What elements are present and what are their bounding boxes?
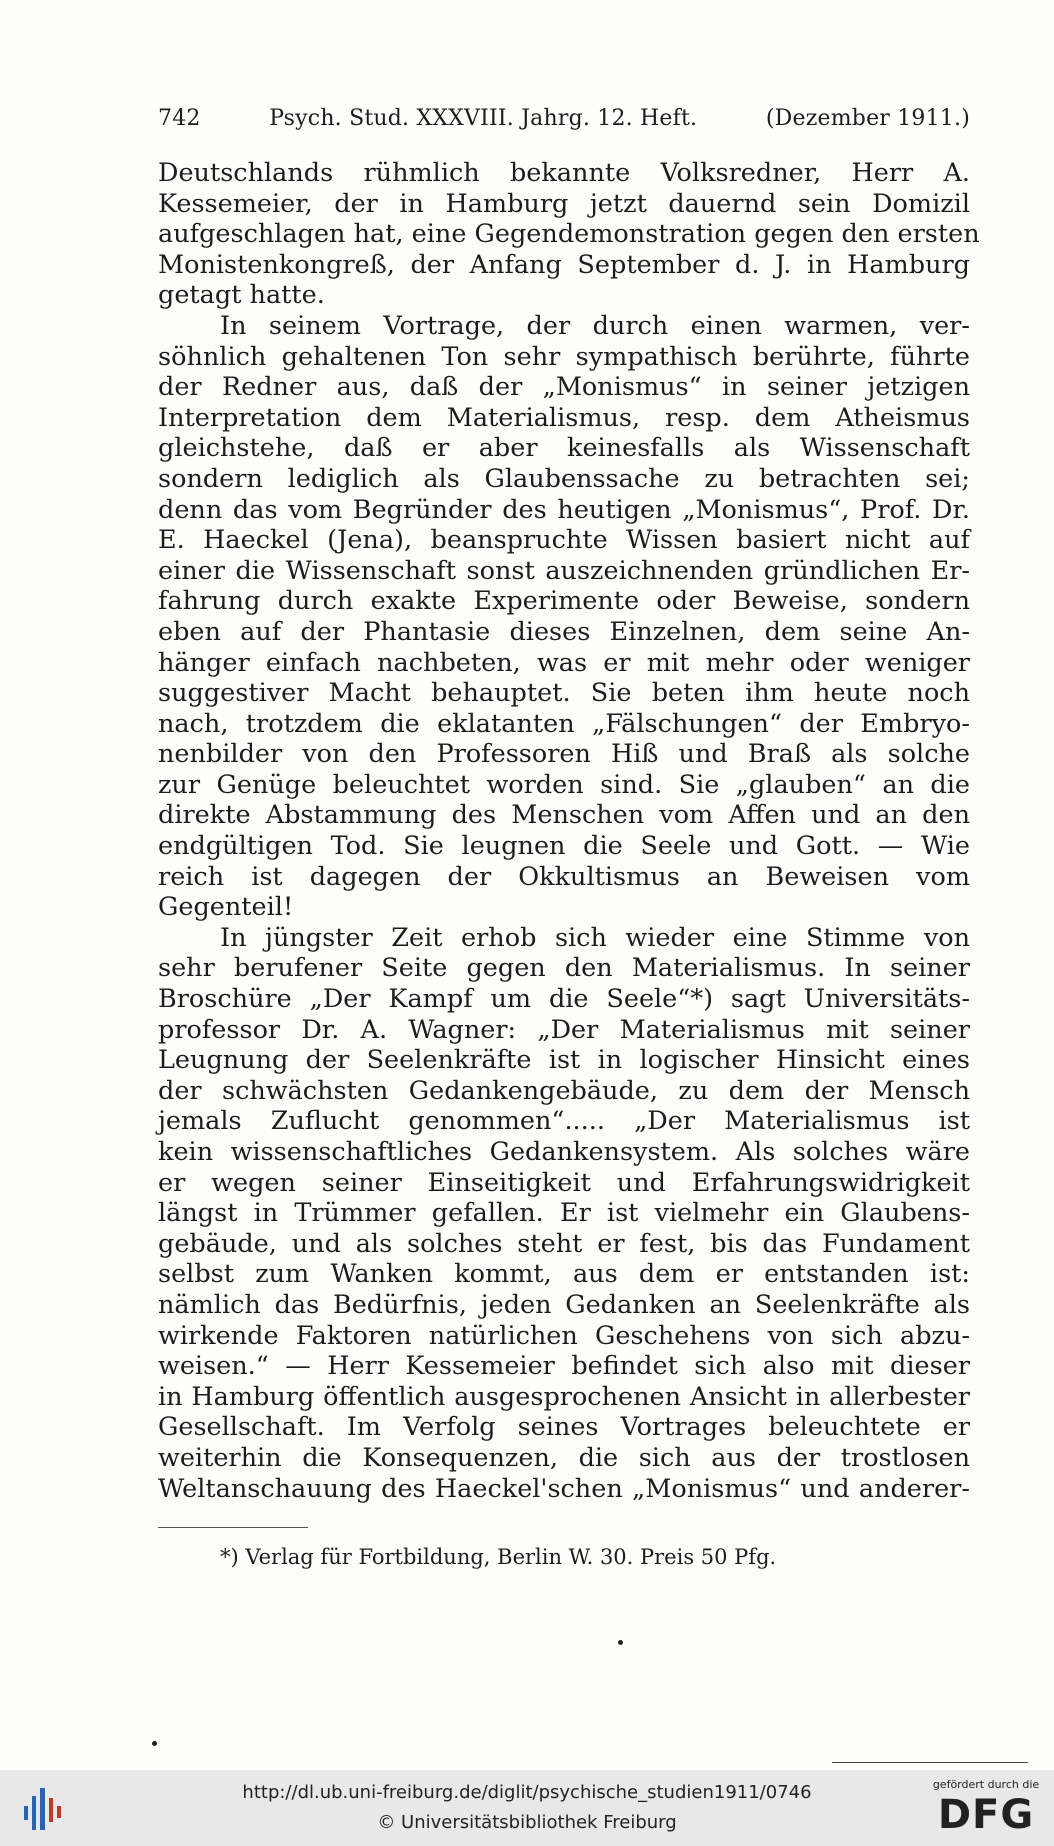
- text-line: wirkende Faktoren natürlichen Geschehens von sich abzu-: [158, 1320, 970, 1351]
- footer-url[interactable]: http://dl.ub.uni-freiburg.de/diglit/psychische_studien1911/0746: [242, 1782, 812, 1803]
- journal-title: Psych. Stud. XXXVIII. Jahrg. 12. Heft.: [269, 106, 698, 131]
- text-line: gebäude, und als solches steht er fest, bis das Fundament: [158, 1228, 970, 1259]
- speck-mark: [152, 1741, 157, 1746]
- issue-date: (Dezember 1911.): [765, 106, 970, 131]
- text-line: denn das vom Begründer des heutigen „Monismus“, Prof. Dr.: [158, 494, 970, 525]
- footnote-rule: [158, 1527, 308, 1528]
- text-line: Deutschlands rühmlich bekannte Volksredner, Herr A.: [158, 158, 970, 188]
- text-line: sehr berufener Seite gegen den Materialismus. In seiner: [158, 953, 970, 984]
- text-line: selbst zum Wanken kommt, aus dem er entstanden ist:: [158, 1259, 970, 1290]
- text-line: fahrung durch exakte Experimente oder Beweise, sondern: [158, 586, 970, 617]
- footer-copyright: © Universitätsbibliothek Freiburg: [377, 1812, 677, 1833]
- footer-bar: [0, 1770, 1054, 1846]
- text-line: kein wissenschaftliches Gedankensystem. Als solches wäre: [158, 1137, 970, 1167]
- dfg-logo: [930, 1778, 1042, 1842]
- text-line: gleichstehe, daß er aber keinesfalls als Wissenschaft: [158, 433, 970, 464]
- text-line: Broschüre „Der Kampf um die Seele“*) sagt Universitäts-: [158, 984, 970, 1015]
- text-line: einer die Wissenschaft sonst auszeichnenden gründlichen Er-: [158, 555, 970, 586]
- running-header: [158, 106, 970, 131]
- text-line: der schwächsten Gedankengebäude, zu dem der Mensch: [158, 1075, 970, 1106]
- dfg-wordmark: DFG: [937, 1792, 1035, 1838]
- text-line: endgültigen Tod. Sie leugnen die Seele und Gott. — Wie: [158, 831, 970, 862]
- text-line: Gesellschaft. Im Verfolg seines Vortrages beleuchtete er: [158, 1412, 970, 1443]
- edge-rule: [832, 1762, 1028, 1763]
- dfg-tagline: gefördert durch die: [932, 1778, 1040, 1791]
- text-line: weisen.“ — Herr Kessemeier befindet sich also mit dieser: [158, 1351, 970, 1382]
- text-line: Weltanschauung des Haeckel'schen „Monismus“ und anderer-: [158, 1473, 970, 1504]
- text-line: direkte Abstammung des Menschen vom Affen und an den: [158, 800, 970, 831]
- text-line: der Redner aus, daß der „Monismus“ in seiner jetzigen: [158, 372, 970, 403]
- text-line: getagt hatte.: [158, 280, 325, 311]
- text-line: aufgeschlagen hat, eine Gegendemonstration gegen den ersten: [158, 219, 980, 250]
- speck-mark: [618, 1640, 623, 1645]
- footnote: *) Verlag für Fortbildung, Berlin W. 30. Preis 50 Pfg.: [220, 1545, 777, 1569]
- text-line: Kessemeier, der in Hamburg jetzt dauernd sein Domizil: [158, 188, 970, 219]
- text-line: er wegen seiner Einseitigkeit und Erfahrungswidrigkeit: [158, 1167, 970, 1198]
- text-line: sondern lediglich als Glaubenssache zu betrachten sei;: [158, 463, 970, 494]
- text-line: suggestiver Macht behauptet. Sie beten ihm heute noch: [158, 678, 970, 709]
- text-line: nenbilder von den Professoren Hiß und Braß als solche: [158, 739, 970, 770]
- text-line: In jüngster Zeit erhob sich wieder eine Stimme von: [220, 922, 970, 953]
- text-line: zur Genüge beleuchtet worden sind. Sie „glauben“ an die: [158, 769, 970, 800]
- text-line: hänger einfach nachbeten, was er mit mehr oder weniger: [158, 647, 970, 678]
- text-line: Interpretation dem Materialismus, resp. dem Atheismus: [158, 402, 970, 433]
- text-line: weiterhin die Konsequenzen, die sich aus der trostlosen: [158, 1442, 970, 1473]
- text-line: Gegenteil!: [158, 892, 294, 923]
- text-line: nämlich das Bedürfnis, jeden Gedanken an Seelenkräfte als: [158, 1289, 970, 1320]
- text-line: eben auf der Phantasie dieses Einzelnen, dem seine An-: [158, 616, 970, 647]
- text-line: In seinem Vortrage, der durch einen warmen, ver-: [220, 310, 970, 341]
- body-text: [158, 158, 980, 1504]
- text-line: jemals Zuflucht genommen“..... „Der Materialismus ist: [158, 1106, 970, 1137]
- text-line: in Hamburg öffentlich ausgesprochenen Ansicht in allerbester: [158, 1381, 970, 1412]
- text-line: E. Haeckel (Jena), beanspruchte Wissen basiert nicht auf: [158, 525, 970, 556]
- text-line: professor Dr. A. Wagner: „Der Materialismus mit seiner: [158, 1014, 970, 1045]
- text-line: söhnlich gehaltenen Ton sehr sympathisch berührte, führte: [158, 341, 970, 372]
- text-line: nach, trotzdem die eklatanten „Fälschungen“ der Embryo-: [158, 708, 970, 739]
- text-line: Monistenkongreß, der Anfang September d. J. in Hamburg: [158, 249, 970, 280]
- text-line: reich ist dagegen der Okkultismus an Beweisen vom: [158, 861, 970, 892]
- page-number: 742: [158, 106, 201, 131]
- text-line: Leugnung der Seelenkräfte ist in logischer Hinsicht eines: [158, 1045, 970, 1076]
- text-line: längst in Trümmer gefallen. Er ist vielmehr ein Glaubens-: [158, 1198, 970, 1229]
